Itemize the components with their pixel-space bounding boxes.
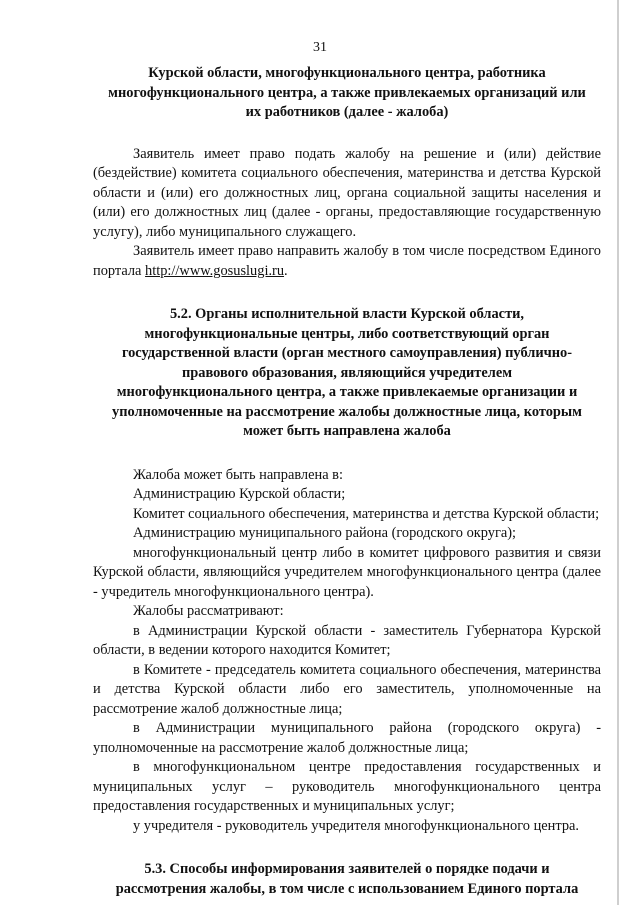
- section-heading-line: рассмотрения жалобы, в том числе с использованием Единого портала: [115, 880, 579, 897]
- body-paragraph: Жалобы рассматривают:: [133, 603, 284, 619]
- top-heading-line: Курской области, многофункционального центра, работника: [148, 65, 546, 81]
- body-paragraph: многофункциональный центр либо в комитет цифрового развития и связи Курской области, являющийся учредителем многофункционального центра (далее - учредитель многофункционального центра).: [93, 544, 601, 600]
- section-heading-line: 5.2. Органы исполнительной власти Курской области,: [169, 306, 525, 322]
- portal-paragraph-tail: .: [284, 262, 288, 279]
- section-heading-line: правового образования, являющийся учредителем: [181, 364, 513, 381]
- body-paragraph: у учредителя - руководитель учредителя многофункционального центра.: [133, 817, 580, 834]
- top-heading: [93, 64, 601, 123]
- section-heading-line: может быть направлена жалоба: [243, 423, 451, 439]
- section-heading-line: уполномоченные на рассмотрение жалобы должностные лица, которым: [112, 403, 582, 420]
- section-heading-line: 5.3. Способы информирования заявителей о порядке подачи и: [144, 861, 550, 877]
- body-paragraph: в Администрации муниципального района (городского округа) - уполномоченные на рассмотрение жалоб должностные лица;: [93, 720, 601, 756]
- page-number: 31: [313, 40, 327, 55]
- body-paragraph: в Администрации Курской области - заместитель Губернатора Курской области, в ведении которого находится Комитет;: [93, 622, 601, 658]
- body-paragraph: Администрацию муниципального района (городского округа);: [133, 525, 517, 541]
- body-paragraph: Жалоба может быть направлена в:: [133, 466, 343, 483]
- top-heading-line: их работников (далее - жалоба): [245, 104, 449, 120]
- portal-paragraph-text: Заявитель имеет право направить жалобу в том числе посредством Единого портала: [93, 243, 601, 279]
- body-paragraph: в многофункциональном центре предоставления государственных и муниципальных услуг – руководитель многофункционального центра предоставления государственных и муниципальных услуг;: [93, 759, 601, 814]
- section-5-3-heading: [93, 860, 601, 899]
- intro-paragraph: Заявитель имеет право подать жалобу на решение и (или) действие (бездействие) комитета социального обеспечения, материнства и детства Курской области и (или) его должностных лиц, органа социальной защиты населения и (или) его должностных лиц (далее - органы, предоставляющие государственную услугу), либо муниципального служащего.: [93, 145, 601, 240]
- scan-edge-line: [617, 0, 619, 905]
- top-heading-line: многофункционального центра, а также привлекаемых организаций или: [108, 84, 586, 101]
- section-heading-line: многофункциональные центры, либо соответствующий орган: [144, 325, 550, 342]
- section-heading-line: государственной власти (орган местного самоуправления) публично-: [121, 345, 573, 361]
- portal-paragraph: [93, 242, 601, 281]
- body-paragraph: Комитет социального обеспечения, материнства и детства Курской области;: [133, 505, 600, 522]
- page-content: [93, 64, 601, 899]
- body-paragraph: в Комитете - председатель комитета социального обеспечения, материнства и детства Курской области либо его заместитель, уполномоченные на рассмотрение жалоб должностные лица;: [93, 661, 601, 717]
- body-paragraph: Администрацию Курской области;: [133, 486, 346, 502]
- section-5-2-heading: [93, 305, 601, 442]
- section-heading-line: многофункционального центра, а также привлекаемые организации и: [116, 384, 578, 400]
- gosuslugi-link[interactable]: http://www.gosuslugi.ru: [145, 262, 285, 279]
